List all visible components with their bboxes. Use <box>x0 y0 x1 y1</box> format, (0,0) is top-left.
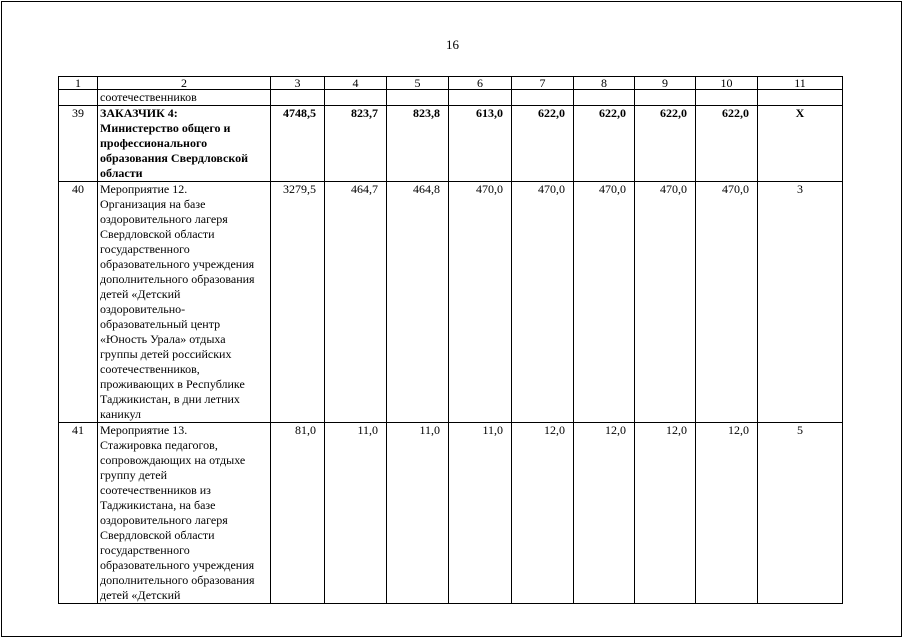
value-cell: 823,7 <box>325 106 387 182</box>
table-row-41 <box>59 423 843 604</box>
value-cell: 470,0 <box>449 182 512 423</box>
header-cell: 10 <box>696 77 758 90</box>
value-cell: 11,0 <box>449 423 512 604</box>
table-header-row <box>59 77 843 90</box>
value-cell <box>574 90 635 106</box>
value-cell: 470,0 <box>635 182 696 423</box>
value-cell: 613,0 <box>449 106 512 182</box>
header-cell: 1 <box>59 77 98 90</box>
value-cell: 622,0 <box>696 106 758 182</box>
description-cell: Мероприятие 13. Стажировка педагогов, сопровождающих на отдыхе группу детей соотечественников из Таджикистана, на базе оздоровительного лагеря Свердловской области государственного образовательного учреждения дополнительного образования детей «Детский <box>98 423 271 604</box>
value-cell: 470,0 <box>696 182 758 423</box>
value-cell <box>449 90 512 106</box>
value-cell <box>271 90 325 106</box>
value-cell <box>512 90 574 106</box>
row-number-cell <box>59 90 98 106</box>
data-table <box>58 76 843 604</box>
value-cell: 622,0 <box>574 106 635 182</box>
header-cell: 5 <box>387 77 449 90</box>
value-cell: 470,0 <box>512 182 574 423</box>
value-cell: 12,0 <box>574 423 635 604</box>
description-cell: Мероприятие 12. Организация на базе оздоровительного лагеря Свердловской области государственного образовательного учреждения дополнительного образования детей «Детский оздоровительно- образовательный центр «Юность Урала» отдыха группы детей российских соотечественников, проживающих в Республике Таджикистан, в дни летних каникул <box>98 182 271 423</box>
description-cell: ЗАКАЗЧИК 4: Министерство общего и профессионального образования Свердловской области <box>98 106 271 182</box>
target-index-cell <box>758 90 843 106</box>
header-cell: 6 <box>449 77 512 90</box>
value-cell <box>325 90 387 106</box>
header-cell: 2 <box>98 77 271 90</box>
value-cell: 12,0 <box>635 423 696 604</box>
table-row-40 <box>59 182 843 423</box>
header-cell: 8 <box>574 77 635 90</box>
table-row-continuation <box>59 90 843 106</box>
page-number: 16 <box>446 37 459 52</box>
value-cell: 4748,5 <box>271 106 325 182</box>
value-cell <box>387 90 449 106</box>
target-index-cell: 3 <box>758 182 843 423</box>
value-cell: 11,0 <box>387 423 449 604</box>
row-number-cell: 39 <box>59 106 98 182</box>
value-cell: 622,0 <box>512 106 574 182</box>
header-cell: 4 <box>325 77 387 90</box>
header-cell: 7 <box>512 77 574 90</box>
value-cell <box>635 90 696 106</box>
table-row-39 <box>59 106 843 182</box>
value-cell: 81,0 <box>271 423 325 604</box>
row-number-cell: 41 <box>59 423 98 604</box>
value-cell: 464,7 <box>325 182 387 423</box>
value-cell <box>696 90 758 106</box>
value-cell: 12,0 <box>696 423 758 604</box>
value-cell: 823,8 <box>387 106 449 182</box>
header-cell: 9 <box>635 77 696 90</box>
value-cell: 464,8 <box>387 182 449 423</box>
value-cell: 3279,5 <box>271 182 325 423</box>
value-cell: 12,0 <box>512 423 574 604</box>
target-index-cell: 5 <box>758 423 843 604</box>
value-cell: 622,0 <box>635 106 696 182</box>
value-cell: 11,0 <box>325 423 387 604</box>
target-index-cell: Х <box>758 106 843 182</box>
value-cell: 470,0 <box>574 182 635 423</box>
header-cell: 3 <box>271 77 325 90</box>
description-cell: соотечественников <box>98 90 271 106</box>
row-number-cell: 40 <box>59 182 98 423</box>
header-cell: 11 <box>758 77 843 90</box>
